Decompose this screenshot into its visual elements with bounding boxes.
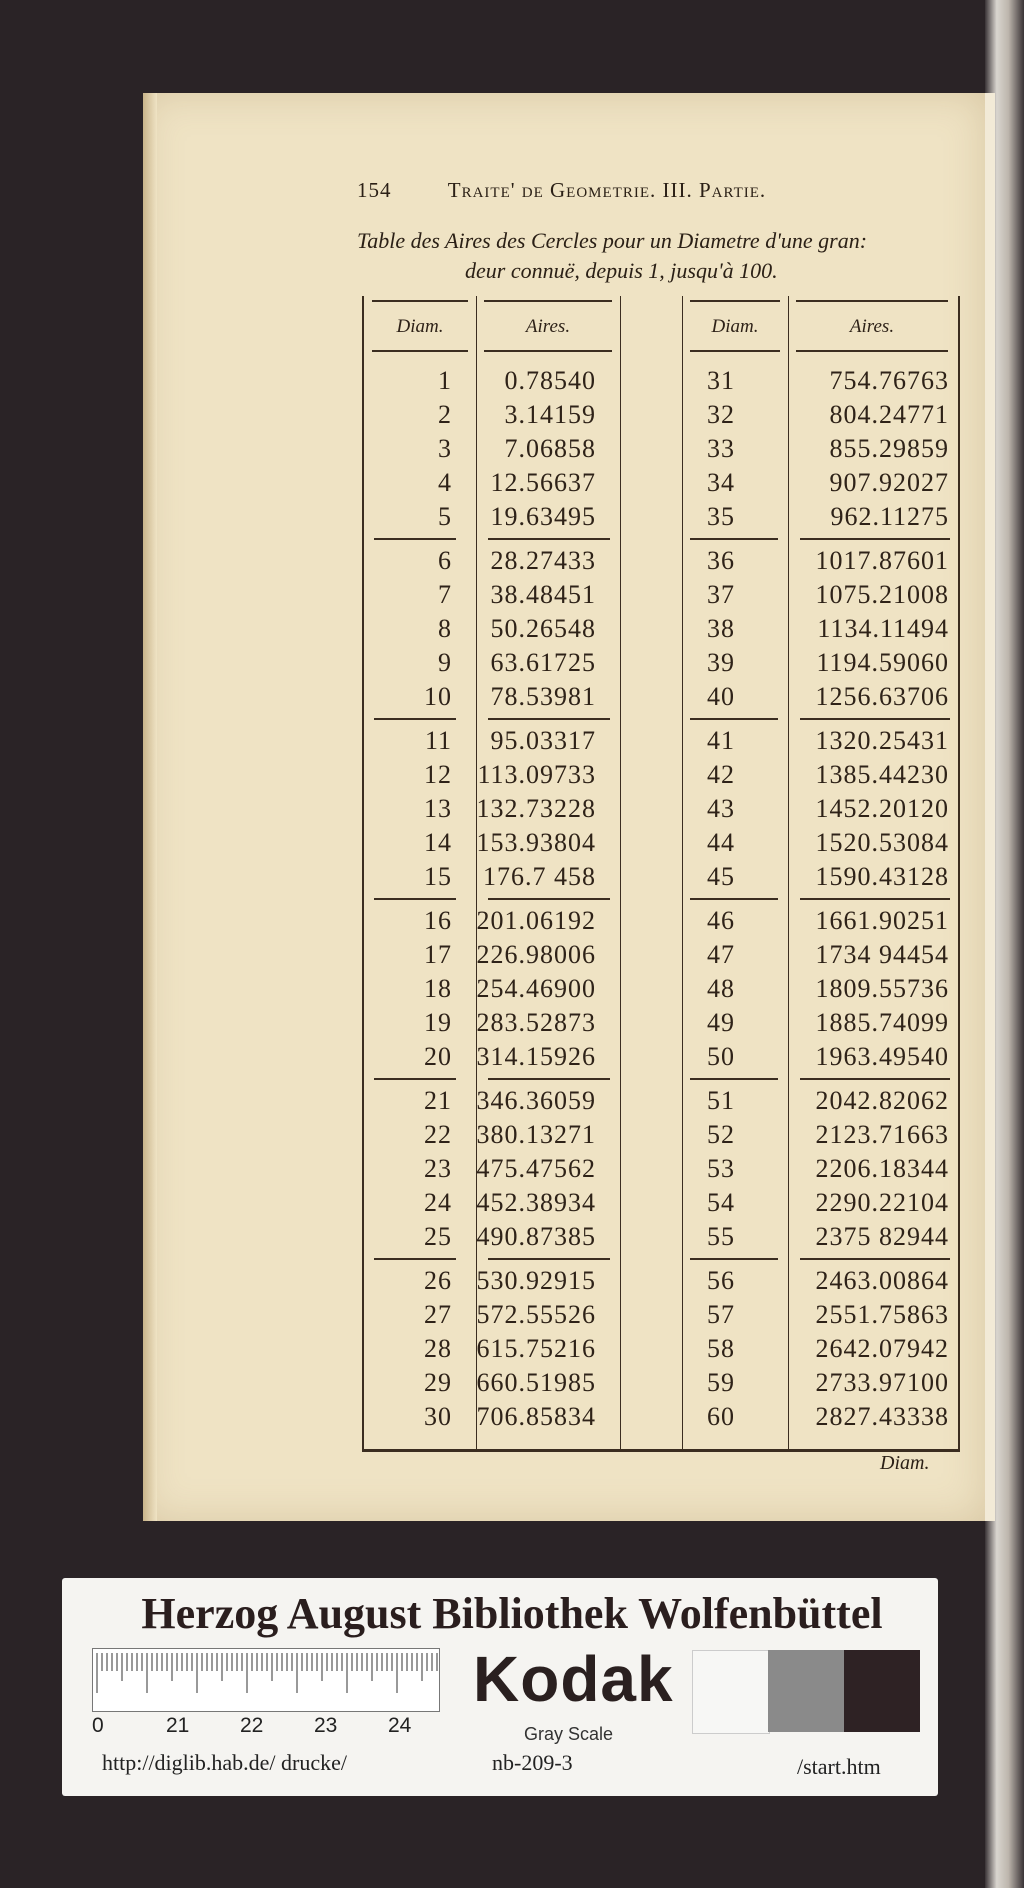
diameter-cell: 54	[707, 1188, 735, 1217]
diameter-cell: 7	[438, 580, 452, 609]
table-row	[364, 502, 958, 535]
area-cell: 1885.74099	[815, 1008, 949, 1037]
area-cell: 176.7 458	[483, 862, 596, 891]
diameter-cell: 34	[707, 468, 735, 497]
area-cell: 452.38934	[476, 1188, 596, 1217]
area-cell: 660.51985	[476, 1368, 596, 1397]
area-cell: 2642.07942	[815, 1334, 949, 1363]
diameter-cell: 35	[707, 502, 735, 531]
area-cell: 2042.82062	[815, 1086, 949, 1115]
diameter-cell: 4	[438, 468, 452, 497]
page-edge	[985, 93, 995, 1521]
header-aires-2: Aires.	[788, 316, 956, 338]
area-cell: 1520.53084	[815, 828, 949, 857]
group-separator	[374, 1258, 456, 1260]
diameter-cell: 59	[707, 1368, 735, 1397]
table-header	[364, 296, 958, 356]
diameter-cell: 56	[707, 1266, 735, 1295]
diameter-cell: 57	[707, 1300, 735, 1329]
table-row	[364, 906, 958, 939]
area-cell: 1590.43128	[815, 862, 949, 891]
area-cell: 95.03317	[490, 726, 596, 755]
table-row	[364, 862, 958, 895]
diameter-cell: 30	[424, 1402, 452, 1431]
diameter-cell: 46	[707, 906, 735, 935]
area-cell: 1661.90251	[815, 906, 949, 935]
catchword: Diam.	[880, 1452, 930, 1474]
diameter-cell: 55	[707, 1222, 735, 1251]
running-head	[357, 178, 917, 203]
ruler-label: 21	[166, 1714, 190, 1737]
group-separator	[690, 1078, 778, 1080]
diameter-cell: 14	[424, 828, 452, 857]
group-separator	[690, 1258, 778, 1260]
area-cell: 1320.25431	[815, 726, 949, 755]
shelfmark: nb-209-3	[492, 1750, 573, 1775]
area-cell: 475.47562	[476, 1154, 596, 1183]
diameter-cell: 5	[438, 502, 452, 531]
diameter-cell: 52	[707, 1120, 735, 1149]
diameter-cell: 36	[707, 546, 735, 575]
url-right: /start.htm	[797, 1754, 881, 1779]
group-separator	[690, 898, 778, 900]
diameter-cell: 24	[424, 1188, 452, 1217]
header-aires-1: Aires.	[476, 316, 620, 338]
area-cell: 2733.97100	[815, 1368, 949, 1397]
diameter-cell: 47	[707, 940, 735, 969]
diameter-cell: 29	[424, 1368, 452, 1397]
area-cell: 1256.63706	[815, 682, 949, 711]
table-row	[364, 828, 958, 861]
area-cell: 0.78540	[504, 366, 596, 395]
area-cell: 78.53981	[490, 682, 596, 711]
gray-swatch	[768, 1650, 844, 1732]
diameter-cell: 16	[424, 906, 452, 935]
diameter-cell: 31	[707, 366, 735, 395]
running-title: Traite' de Geometrie. III. Partie.	[447, 178, 767, 202]
library-name: Herzog August Bibliothek Wolfenbüttel	[141, 1589, 883, 1638]
table-row	[364, 1368, 958, 1401]
area-cell: 63.61725	[490, 648, 596, 677]
diameter-cell: 22	[424, 1120, 452, 1149]
diameter-cell: 41	[707, 726, 735, 755]
diameter-cell: 51	[707, 1086, 735, 1115]
area-cell: 962.11275	[830, 502, 949, 531]
table-row	[364, 400, 958, 433]
table-row	[364, 726, 958, 759]
diameter-cell: 17	[424, 940, 452, 969]
diameter-cell: 15	[424, 862, 452, 891]
diameter-cell: 3	[438, 434, 452, 463]
table-row	[364, 1188, 958, 1221]
area-cell: 1385.44230	[815, 760, 949, 789]
area-cell: 2123.71663	[815, 1120, 949, 1149]
group-separator	[800, 898, 950, 900]
diameter-cell: 33	[707, 434, 735, 463]
area-cell: 1452.20120	[815, 794, 949, 823]
table-row	[364, 434, 958, 467]
diameter-cell: 32	[707, 400, 735, 429]
table-row	[364, 580, 958, 613]
diameter-cell: 25	[424, 1222, 452, 1251]
area-cell: 855.29859	[829, 434, 949, 463]
diameter-cell: 53	[707, 1154, 735, 1183]
area-cell: 7.06858	[504, 434, 596, 463]
diameter-cell: 1	[438, 366, 452, 395]
area-cell: 38.48451	[490, 580, 596, 609]
ruler-label: 24	[388, 1714, 412, 1737]
table-row	[364, 794, 958, 827]
diameter-cell: 8	[438, 614, 452, 643]
area-cell: 50.26548	[490, 614, 596, 643]
diameter-cell: 11	[424, 726, 452, 755]
table-row	[364, 974, 958, 1007]
group-separator	[374, 898, 456, 900]
table-row	[364, 366, 958, 399]
table-row	[364, 648, 958, 681]
area-cell: 113.09733	[477, 760, 596, 789]
diameter-cell: 2	[438, 400, 452, 429]
group-separator	[374, 538, 456, 540]
area-cell: 2551.75863	[815, 1300, 949, 1329]
area-cell: 1194.59060	[816, 648, 949, 677]
diameter-cell: 13	[424, 794, 452, 823]
diameter-cell: 10	[424, 682, 452, 711]
group-separator	[800, 538, 950, 540]
group-separator	[488, 898, 610, 900]
group-separator	[800, 1078, 950, 1080]
url-left: http://diglib.hab.de/ drucke/	[102, 1750, 348, 1775]
table-row	[364, 1266, 958, 1299]
area-cell: 19.63495	[490, 502, 596, 531]
area-cell: 1809.55736	[815, 974, 949, 1003]
table-row	[364, 940, 958, 973]
area-cell: 153.93804	[476, 828, 596, 857]
diameter-cell: 38	[707, 614, 735, 643]
diameter-cell: 60	[707, 1402, 735, 1431]
area-cell: 380.13271	[476, 1120, 596, 1149]
table-row	[364, 546, 958, 579]
table-row	[364, 468, 958, 501]
table-row	[364, 1222, 958, 1255]
diameter-cell: 23	[424, 1154, 452, 1183]
ruler-label: 0	[92, 1714, 104, 1737]
table-row	[364, 1086, 958, 1119]
table-row	[364, 1154, 958, 1187]
diameter-cell: 58	[707, 1334, 735, 1363]
diameter-cell: 39	[707, 648, 735, 677]
page-spine	[143, 93, 157, 1521]
area-cell: 2206.18344	[815, 1154, 949, 1183]
ruler-label: 22	[240, 1714, 264, 1737]
diameter-cell: 21	[424, 1086, 452, 1115]
diameter-cell: 19	[424, 1008, 452, 1037]
area-cell: 1075.21008	[815, 580, 949, 609]
area-cell: 226.98006	[476, 940, 596, 969]
table-row	[364, 1402, 958, 1435]
page-number: 154	[357, 178, 392, 202]
caption-line-2: deur connuë, depuis 1, jusqu'à 100.	[465, 258, 778, 283]
area-table	[362, 296, 960, 1452]
group-separator	[488, 718, 610, 720]
group-separator	[800, 718, 950, 720]
gray-scale-label: Gray Scale	[524, 1724, 614, 1744]
area-cell: 1734 94454	[815, 940, 949, 969]
table-row	[364, 1334, 958, 1367]
diameter-cell: 18	[424, 974, 452, 1003]
area-cell: 201.06192	[476, 906, 596, 935]
table-row	[364, 1008, 958, 1041]
area-cell: 12.56637	[490, 468, 596, 497]
area-cell: 3.14159	[504, 400, 596, 429]
table-row	[364, 1300, 958, 1333]
area-cell: 132.73228	[476, 794, 596, 823]
header-diam-2: Diam.	[682, 316, 788, 338]
table-row	[364, 1120, 958, 1153]
diameter-cell: 27	[424, 1300, 452, 1329]
diameter-cell: 49	[707, 1008, 735, 1037]
area-cell: 2463.00864	[815, 1266, 949, 1295]
diameter-cell: 6	[438, 546, 452, 575]
table-row	[364, 1042, 958, 1075]
group-separator	[690, 718, 778, 720]
area-cell: 283.52873	[476, 1008, 596, 1037]
area-cell: 530.92915	[476, 1266, 596, 1295]
area-cell: 1963.49540	[815, 1042, 949, 1071]
area-cell: 2827.43338	[815, 1402, 949, 1431]
ruler-label: 23	[314, 1714, 338, 1737]
group-separator	[800, 1258, 950, 1260]
area-cell: 907.92027	[829, 468, 949, 497]
diameter-cell: 9	[438, 648, 452, 677]
area-cell: 1017.87601	[815, 546, 949, 575]
area-cell: 314.15926	[476, 1042, 596, 1071]
area-cell: 28.27433	[490, 546, 596, 575]
caption-line-1: Table des Aires des Cercles pour un Diametre d'une gran:	[357, 228, 868, 253]
area-cell: 572.55526	[476, 1300, 596, 1329]
group-separator	[374, 1078, 456, 1080]
group-separator	[690, 538, 778, 540]
white-swatch	[692, 1650, 770, 1734]
diameter-cell: 45	[707, 862, 735, 891]
group-separator	[488, 1258, 610, 1260]
group-separator	[374, 718, 456, 720]
black-swatch	[844, 1650, 920, 1732]
diameter-cell: 42	[707, 760, 735, 789]
area-cell: 2290.22104	[815, 1188, 949, 1217]
diameter-cell: 48	[707, 974, 735, 1003]
diameter-cell: 50	[707, 1042, 735, 1071]
diameter-cell: 44	[707, 828, 735, 857]
kodak-logo: Kodak	[473, 1643, 674, 1715]
table-row	[364, 760, 958, 793]
area-cell: 490.87385	[476, 1222, 596, 1251]
group-separator	[488, 1078, 610, 1080]
area-cell: 1134.11494	[817, 614, 949, 643]
area-cell: 804.24771	[829, 400, 949, 429]
area-cell: 754.76763	[829, 366, 949, 395]
table-caption	[357, 226, 957, 286]
diameter-cell: 37	[707, 580, 735, 609]
color-calibration-card	[62, 1578, 938, 1796]
diameter-cell: 28	[424, 1334, 452, 1363]
diameter-cell: 12	[424, 760, 452, 789]
diameter-cell: 40	[707, 682, 735, 711]
area-cell: 706.85834	[476, 1402, 596, 1431]
area-cell: 615.75216	[476, 1334, 596, 1363]
scale-ruler	[92, 1648, 440, 1712]
diameter-cell: 20	[424, 1042, 452, 1071]
header-diam-1: Diam.	[364, 316, 476, 338]
group-separator	[488, 538, 610, 540]
diameter-cell: 26	[424, 1266, 452, 1295]
area-cell: 2375 82944	[815, 1222, 949, 1251]
area-cell: 346.36059	[476, 1086, 596, 1115]
table-row	[364, 614, 958, 647]
diameter-cell: 43	[707, 794, 735, 823]
area-cell: 254.46900	[476, 974, 596, 1003]
table-row	[364, 682, 958, 715]
